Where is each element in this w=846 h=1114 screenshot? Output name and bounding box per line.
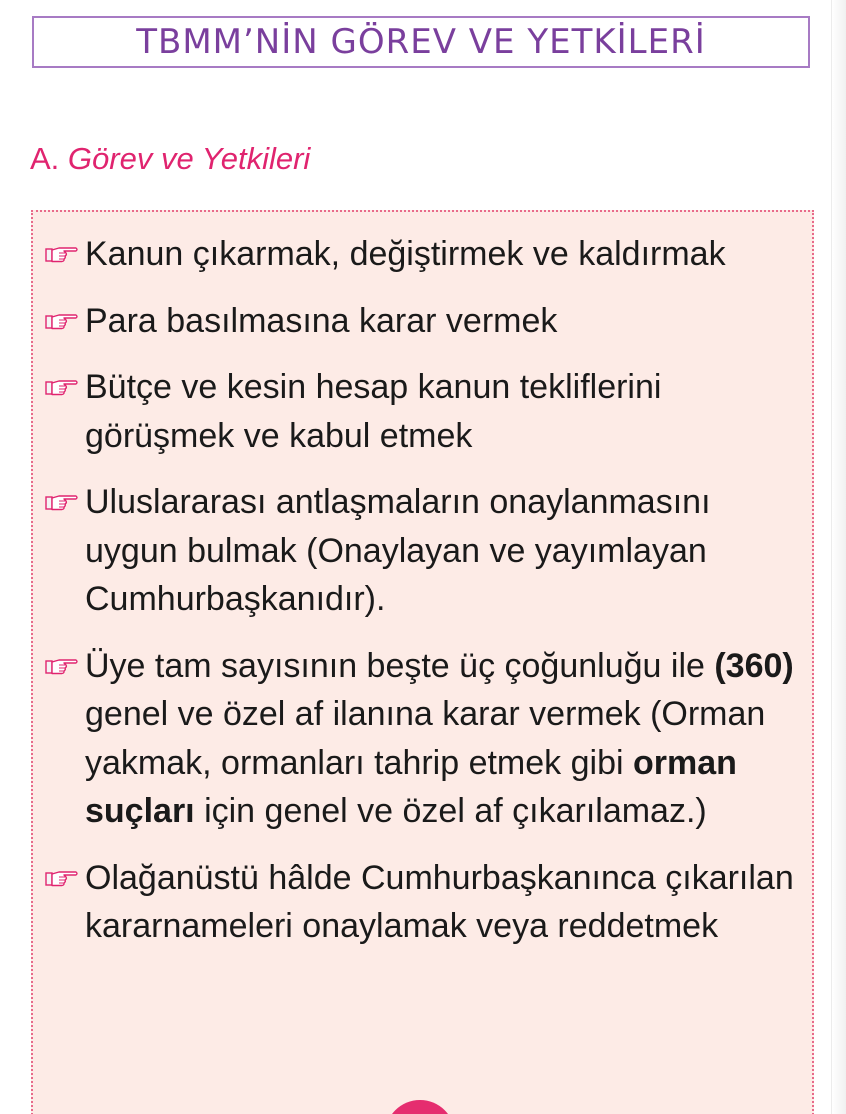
- list-item: [45, 642, 805, 836]
- text-run: Uluslararası antlaşmaların onaylanmasını uygun bulmak (Onaylayan ve yayımlayan Cumhurbaşkanıdır).: [85, 483, 711, 618]
- page-title: TBMM’NİN GÖREV VE YETKİLERİ: [136, 22, 706, 62]
- pointing-hand-icon: [45, 230, 85, 278]
- list-item: [45, 230, 805, 279]
- pointing-hand-icon: [45, 478, 85, 526]
- list-item: [45, 363, 805, 460]
- list-item: [45, 297, 805, 346]
- bold-text: orman suçları: [85, 743, 737, 830]
- title-box: [32, 16, 810, 68]
- text-run: Bütçe ve kesin hesap kanun tekliflerini görüşmek ve kabul etmek: [85, 368, 662, 455]
- text-run: Olağanüstü hâlde Cumhurbaşkanınca çıkarılan kararnameleri onaylamak veya reddetmek: [85, 858, 794, 945]
- text-run: genel ve özel af ilanına karar vermek (Orman yakmak, ormanları tahrip etmek gibi: [85, 695, 766, 782]
- list-item-text: [85, 297, 557, 346]
- bold-text: (360): [714, 646, 794, 685]
- pointing-hand-icon: [45, 854, 85, 902]
- list-item-text: [85, 363, 805, 460]
- text-run: için genel ve özel af çıkarılamaz.): [194, 792, 707, 830]
- text-run: Para basılmasına karar vermek: [85, 301, 558, 340]
- duties-box: [31, 210, 814, 1114]
- text-run: Üye tam sayısının beşte üç çoğunluğu ile: [85, 646, 715, 685]
- text-run: Kanun çıkarmak, değiştirmek ve kaldırmak: [85, 235, 726, 273]
- page-edge: [831, 0, 846, 1114]
- section-heading: [30, 141, 310, 177]
- list-item-text: [85, 478, 805, 624]
- list-item-text: [85, 230, 726, 279]
- pointing-hand-icon: [45, 297, 85, 345]
- list-item-text: [85, 854, 805, 951]
- list-item: [45, 854, 805, 951]
- section-title: Görev ve Yetkileri: [67, 141, 311, 176]
- pointing-hand-icon: [45, 363, 85, 411]
- duties-list: [45, 230, 805, 969]
- pointing-hand-icon: [45, 642, 85, 690]
- list-item: [45, 478, 805, 624]
- list-item-text: [85, 642, 805, 836]
- section-letter: A.: [30, 141, 60, 176]
